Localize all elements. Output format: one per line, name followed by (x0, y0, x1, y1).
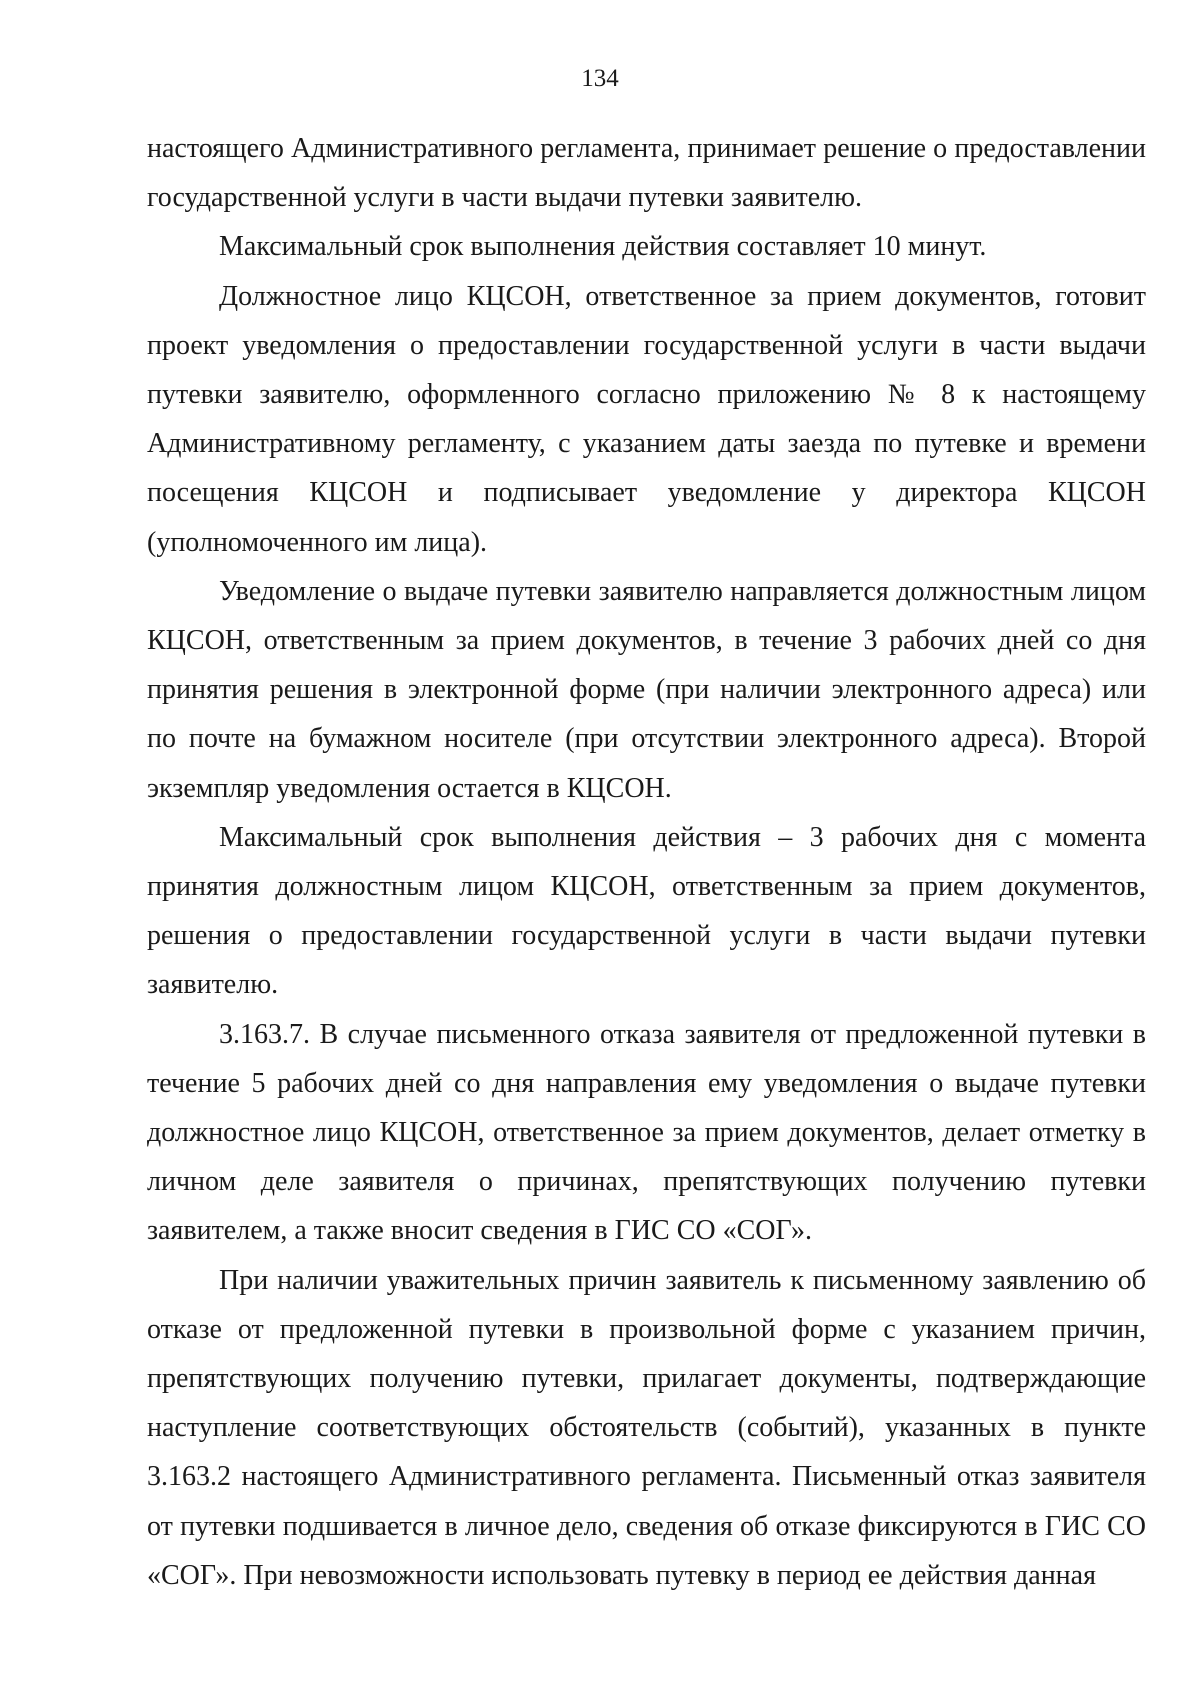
paragraph-notification-sending: Уведомление о выдаче путевки заявителю направляется должностным лицом КЦСОН, ответственным за прием документов, в течение 3 рабочих дней со дня принятия решения в электронной форме (при наличии электронного адреса) или по почте на бумажном носителе (при отсутствии электронного адреса). Второй экземпляр уведомления остается в КЦСОН. (147, 575, 1146, 804)
page-number: 134 (581, 65, 619, 92)
paragraph-section-3-163-7: 3.163.7. В случае письменного отказа заявителя от предложенной путевки в течение 5 рабочих дней со дня направления ему уведомления о выдаче путевки должностное лицо КЦСОН, ответственное за прием документов, делает отметку в личном деле заявителя о причинах, препятствующих получению путевки заявителем, а также вносит сведения в ГИС СО «СОГ». (147, 1018, 1146, 1247)
document-body (147, 124, 1146, 1600)
paragraph-continuation: настоящего Административного регламента, принимает решение о предоставлении государственной услуги в части выдачи путевки заявителю. (147, 133, 1146, 214)
paragraph-notification-draft: Должностное лицо КЦСОН, ответственное за прием документов, готовит проект уведомления о предоставлении государственной услуги в части выдачи путевки заявителю, оформленного согласно приложению № 8 к настоящему Административному регламенту, с указанием даты заезда по путевке и времени посещения КЦСОН и подписывает уведомление у директора КЦСОН (уполномоченного им лица). (147, 280, 1146, 558)
paragraph-max-time-10-min: Максимальный срок выполнения действия составляет 10 минут. (219, 231, 987, 263)
paragraph-valid-reasons: При наличии уважительных причин заявитель к письменному заявлению об отказе от предложенной путевки в произвольной форме с указанием причин, препятствующих получению путевки, прилагает документы, подтверждающие наступление соответствующих обстоятельств (событий), указанных в пункте 3.163.2 настоящего Административного регламента. Письменный отказ заявителя от путевки подшивается в личное дело, сведения об отказе фиксируются в ГИС СО «СОГ». При невозможности использовать путевку в период ее действия данная (147, 1264, 1146, 1591)
paragraph-max-time-3-days: Максимальный срок выполнения действия – 3 рабочих дня с момента принятия должностным лицом КЦСОН, ответственным за прием документов, решения о предоставлении государственной услуги в части выдачи путевки заявителю. (147, 821, 1146, 1001)
